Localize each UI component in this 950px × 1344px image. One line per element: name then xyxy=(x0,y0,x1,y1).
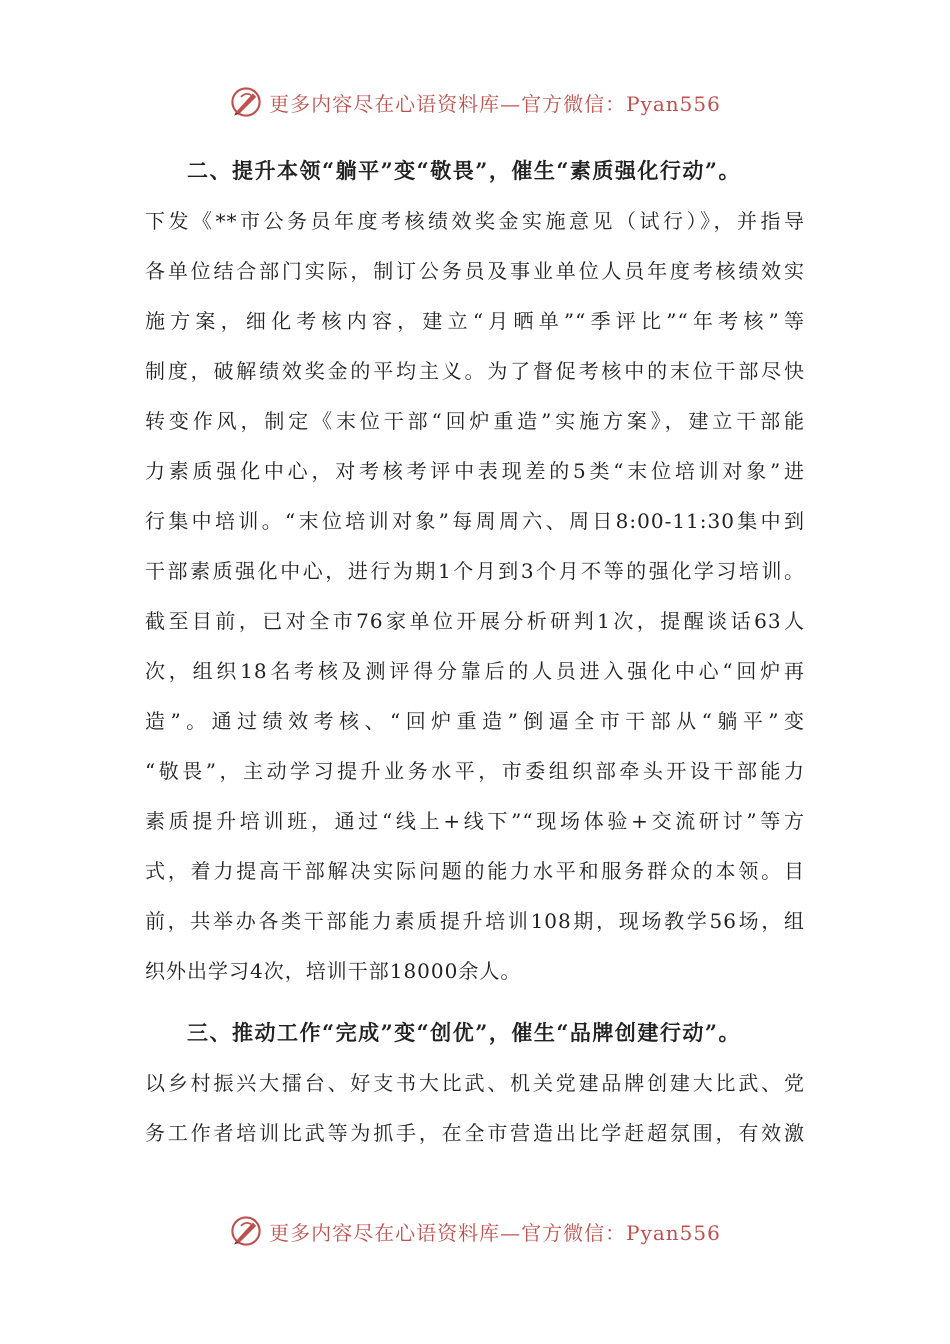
paragraph-line: 造”。通过绩效考核、“回炉重造”倒逼全市干部从“躺平”变 xyxy=(145,709,805,733)
paragraph-line: 力素质强化中心，对考核考评中表现差的5类“末位培训对象”进 xyxy=(145,459,805,483)
banner-text: 更多内容尽在心语资料库—官方微信：Pyan556 xyxy=(269,91,721,116)
section-3-paragraph xyxy=(145,1058,805,1158)
paragraph-line: “敬畏”，主动学习提升业务水平，市委组织部牵头开设干部能力 xyxy=(145,759,805,783)
section-2-paragraph xyxy=(145,196,805,996)
paragraph-line: 施方案，细化考核内容，建立“月晒单”“季评比”“年考核”等 xyxy=(145,309,805,333)
paragraph-line: 素质提升培训班，通过“线上+线下”“现场体验+交流研讨”等方 xyxy=(145,809,805,833)
paragraph-line: 干部素质强化中心，进行为期1个月到3个月不等的强化学习培训。 xyxy=(145,559,805,583)
paragraph-line: 务工作者培训比武等为抓手，在全市营造出比学赶超氛围，有效激 xyxy=(145,1121,805,1145)
paragraph-line: 前，共举办各类干部能力素质提升培训108期，现场教学56场，组 xyxy=(145,909,805,933)
paragraph-line: 制度，破解绩效奖金的平均主义。为了督促考核中的末位干部尽快 xyxy=(145,359,805,383)
paragraph-line: 次，组织18名考核及测评得分靠后的人员进入强化中心“回炉再 xyxy=(145,659,805,683)
paragraph-line: 转变作风，制定《末位干部“回炉重造”实施方案》，建立干部能 xyxy=(145,409,805,433)
paragraph-line: 各单位结合部门实际，制订公务员及事业单位人员年度考核绩效实 xyxy=(145,259,805,283)
section-heading-3: 三、推动工作“完成”变“创优”，催生“品牌创建行动”。 xyxy=(187,1020,741,1045)
banner-text: 更多内容尽在心语资料库—官方微信：Pyan556 xyxy=(269,1220,721,1245)
paragraph-line: 织外出学习4次，培训干部18000余人。 xyxy=(145,959,522,983)
paragraph-line: 式，着力提高干部解决实际问题的能力水平和服务群众的本领。目 xyxy=(145,859,805,883)
paragraph-line: 下发《**市公务员年度考核绩效奖金实施意见（试行）》，并指导 xyxy=(145,209,805,233)
paragraph-line: 行集中培训。“末位培训对象”每周周六、周日8:00-11:30集中到 xyxy=(145,509,805,533)
pen-logo-icon xyxy=(229,1214,263,1248)
paragraph-line: 以乡村振兴大擂台、好支书大比武、机关党建品牌创建大比武、党 xyxy=(145,1071,805,1095)
document-body xyxy=(145,146,805,1158)
section-heading-2: 二、提升本领“躺平”变“敬畏”，催生“素质强化行动”。 xyxy=(187,158,741,183)
paragraph-line: 截至目前，已对全市76家单位开展分析研判1次，提醒谈话63人 xyxy=(145,609,805,633)
footer-banner xyxy=(0,1211,950,1251)
pen-logo-icon xyxy=(229,85,263,119)
header-banner xyxy=(0,82,950,122)
